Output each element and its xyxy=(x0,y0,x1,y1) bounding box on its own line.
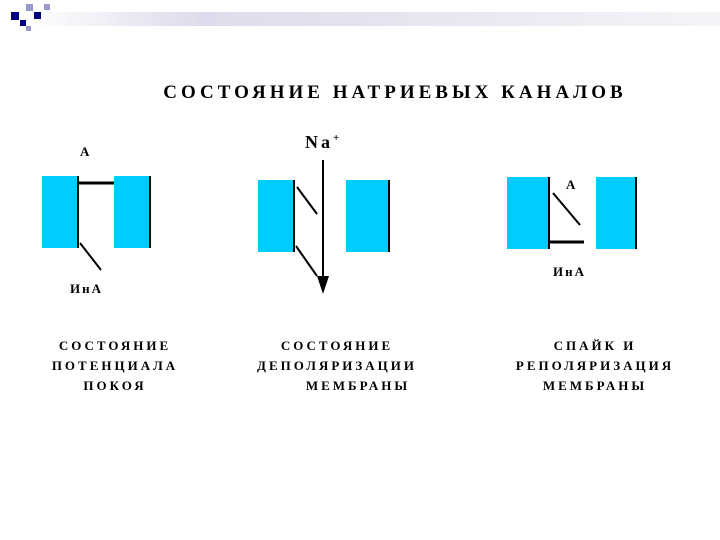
activation-gate-label: А xyxy=(566,177,578,192)
caption-line: СПАЙК И xyxy=(553,338,637,353)
caption-line: ПОТЕНЦИАЛА xyxy=(51,358,179,373)
caption-spike-repolarization xyxy=(490,336,700,396)
caption-line: ДЕПОЛЯРИЗАЦИИ xyxy=(257,358,417,373)
caption-depolarization xyxy=(232,336,442,396)
caption-line: СОСТОЯНИЕ xyxy=(280,338,394,353)
inactivation-gate-label: ИнА xyxy=(70,281,103,296)
caption-line: ПОКОЯ xyxy=(83,378,147,393)
caption-line: МЕМБРАНЫ xyxy=(305,378,411,393)
activation-gate-label: А xyxy=(80,144,92,159)
caption-line: СОСТОЯНИЕ xyxy=(58,338,172,353)
caption-line: РЕПОЛЯРИЗАЦИЯ xyxy=(515,358,675,373)
slide-title: СОСТОЯНИЕ НАТРИЕВЫХ КАНАЛОВ xyxy=(163,82,627,103)
caption-resting-state xyxy=(15,336,215,396)
inactivation-gate-label: ИнА xyxy=(553,264,586,279)
sodium-ion-label: Na+ xyxy=(305,132,343,152)
activation-gate-open xyxy=(553,193,580,225)
caption-line: МЕМБРАНЫ xyxy=(542,378,648,393)
